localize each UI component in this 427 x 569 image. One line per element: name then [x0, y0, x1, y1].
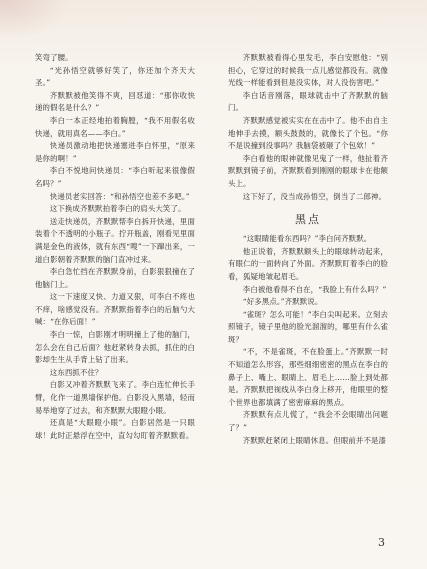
paragraph: 快递员激动地把快递塞进李白怀里，“原来是你的啊！”: [35, 141, 195, 163]
paragraph: 齐默默有点儿慌了，“我会不会眼睛出问题了？”: [228, 410, 388, 433]
left-column: [35, 52, 195, 442]
paragraph: 齐默默被他笑得不爽，回怼道：“那你收快递的假名是什么？”: [35, 90, 195, 113]
paragraph: 李白不悦地问快递员：“李白听起来很像假名吗？”: [35, 166, 195, 188]
paragraph: 李白被他看得不自在，“我脸上有什么吗？”: [242, 284, 387, 294]
right-column: [228, 52, 388, 447]
corner-decoration: [0, 0, 70, 40]
paragraph: 李白话音刚落，眼球就击中了齐默默的脑门。: [228, 90, 388, 113]
paragraph: “光孙悟空就够好笑了，你还加个齐天大圣。”: [35, 65, 195, 88]
paragraph: 李白看他的眼神就像见鬼了一样，他扯着齐默默到镜子前，齐默默看到刚刚的眼球卡在他额头上。: [228, 153, 388, 188]
paragraph: 齐默默赶紧闭上眼睛休息。但眼前并不是漆: [242, 435, 387, 445]
right-column-top: [228, 52, 388, 203]
right-column-bottom: [228, 233, 388, 447]
paragraph: 还真是“大眼瞪小眼”。白影居然是一只眼球！此时正悬浮在空中，直勾勾盯着齐默默看。: [35, 418, 195, 440]
paragraph: 这一下速度又快、力道又狠，可李白不疼也不痒，啥感觉没有。齐默默指着李白的后脑勺大喊：“在你后面！”: [35, 292, 195, 327]
paragraph: 这东西抓不住？: [49, 367, 103, 377]
paragraph: 李白一惊，白影刚才明明撞上了他的脑门，怎么会在自己后面？他赶紧转身去抓，抓住的白影却生生从手背上钻了出来。: [35, 330, 195, 365]
paragraph: 白影又冲着齐默默飞来了。李白连忙伸长手臂，化作一道黑墙保护他。白影没入黑墙，轻而易举地穿了过去，和齐默默大眼瞪小眼。: [35, 380, 195, 415]
paragraph: 李白一本正经地拍着胸膛，“我不用假名收快递，就用真名——李白。”: [35, 115, 195, 138]
paragraph: 齐默默感觉被实实在在击中了。他不由自主地伸手去摸，额头鼓鼓的，就像长了个包。“你不是说撞到没事吗？我脑袋被砸了个包欸！”: [228, 115, 388, 151]
paragraph: “不，不是雀斑，不在脸蛋上。”齐默默一时不知道怎么形容，那些细细密密的黑点在李白的鼻子上、嘴上、眼睛上、眉毛上……脸上到处都是。齐默默把视线从李白身上移开，他眼里的整个世界也都填满了密密麻麻的黑点。: [228, 347, 388, 407]
paragraph: 齐默默被看得心里发毛，李白安慰他：“别担心，它穿过的时候我一点儿感觉都没有。就像光线一样能看到但是没实体，对人没伤害吧。”: [228, 53, 388, 88]
paragraph: 李白急忙挡在齐默默身前，白影狠狠撞在了他脑门上。: [35, 267, 195, 289]
paragraph: 他正说着，齐默默额头上的眼球转动起来，有眼仁的一面转向了外面。齐默默盯着李白的脸看，狐疑地皱起眉毛。: [228, 246, 388, 281]
paragraph: 这下好了，没当成孙悟空，倒当了二郎神。: [242, 191, 387, 201]
paragraph: 送走快递员，齐默默帮李白拆开快递，里面装着个不透明的小瓶子。拧开瓶盖，刚看见里面满是金色的液体，就有东西“嗖”一下蹿出来，一道白影朝着齐默默的脑门直冲过来。: [35, 216, 195, 264]
paragraph: “雀斑？怎么可能！”李白尖叫起来。立刻去照镜子，镜子里他的脸光溜溜的，哪里有什么雀斑？: [228, 309, 388, 344]
paragraph: 这下换成齐默默拍着李白的肩头大笑了。: [49, 204, 186, 214]
paragraph: 快递员老实回答：“和孙悟空也差不多吧。”: [49, 191, 190, 201]
page-number: 3: [378, 536, 385, 549]
paragraph: “好多黑点。”齐默默说。: [242, 297, 323, 307]
paragraph: 笑弯了腰。: [35, 53, 73, 62]
paragraph: “这眼睛能看东西吗？”李白问齐默默。: [242, 234, 372, 244]
section-title: 黑点: [295, 213, 321, 227]
